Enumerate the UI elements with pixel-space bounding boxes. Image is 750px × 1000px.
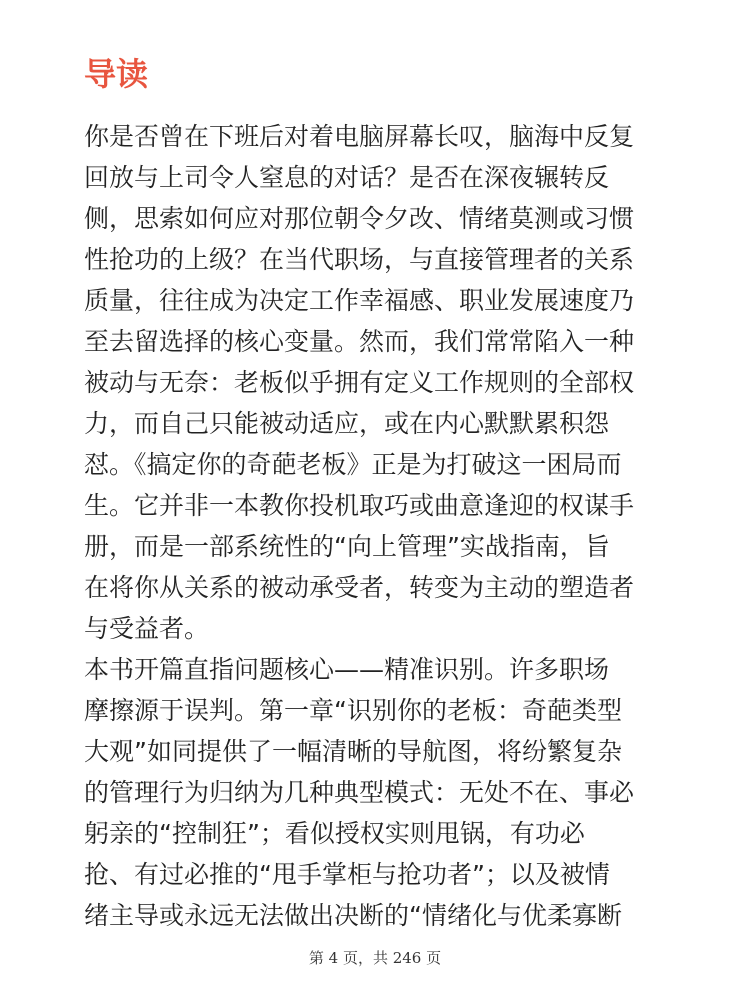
text-line: 至去留选择的核心变量。然而，我们常常陷入一种 xyxy=(84,327,635,356)
text-line: 怼。《搞定你的奇葩老板》正是为打破这一困局而 xyxy=(84,450,622,479)
text-line: 本书开篇直指问题核心——精准识别。许多职场 xyxy=(84,655,610,684)
text-line: 与受益者。 xyxy=(84,614,210,643)
text-line: 躬亲的“控制狂”；看似授权实则甩锅，有功必 xyxy=(84,819,585,848)
text-line: 被动与无奈：老板似乎拥有定义工作规则的全部权 xyxy=(84,368,635,397)
text-line: 侧，思索如何应对那位朝令夕改、情绪莫测或习惯 xyxy=(84,204,635,233)
section-heading: 导读 xyxy=(84,55,149,93)
text-line: 生。它并非一本教你投机取巧或曲意逢迎的权谋手 xyxy=(84,491,635,520)
paragraph-body xyxy=(84,649,684,936)
text-line: 质量，往往成为决定工作幸福感、职业发展速度乃 xyxy=(84,286,635,315)
text-line: 力，而自己只能被动适应，或在内心默默累积怨 xyxy=(84,409,610,438)
text-line: 在将你从关系的被动承受者，转变为主动的塑造者 xyxy=(84,573,635,602)
text-line: 抢、有过必推的“甩手掌柜与抢功者”；以及被情 xyxy=(84,860,610,889)
text-line: 摩擦源于误判。第一章“识别你的老板：奇葩类型 xyxy=(84,696,622,725)
paragraph-intro xyxy=(84,116,684,649)
text-line: 册，而是一部系统性的“向上管理”实战指南，旨 xyxy=(84,532,610,561)
page-number: 第 4 页，共 246 页 xyxy=(308,949,442,967)
text-line: 绪主导或永远无法做出决断的“情绪化与优柔寡断 xyxy=(84,901,622,930)
text-line: 回放与上司令人窒息的对话？是否在深夜辗转反 xyxy=(84,163,610,192)
text-line: 的管理行为归纳为几种典型模式：无处不在、事必 xyxy=(84,778,635,807)
text-line: 性抢功的上级？在当代职场，与直接管理者的关系 xyxy=(84,245,635,274)
text-line: 大观”如同提供了一幅清晰的导航图，将纷繁复杂 xyxy=(84,737,622,766)
text-line: 你是否曾在下班后对着电脑屏幕长叹，脑海中反复 xyxy=(84,122,635,151)
